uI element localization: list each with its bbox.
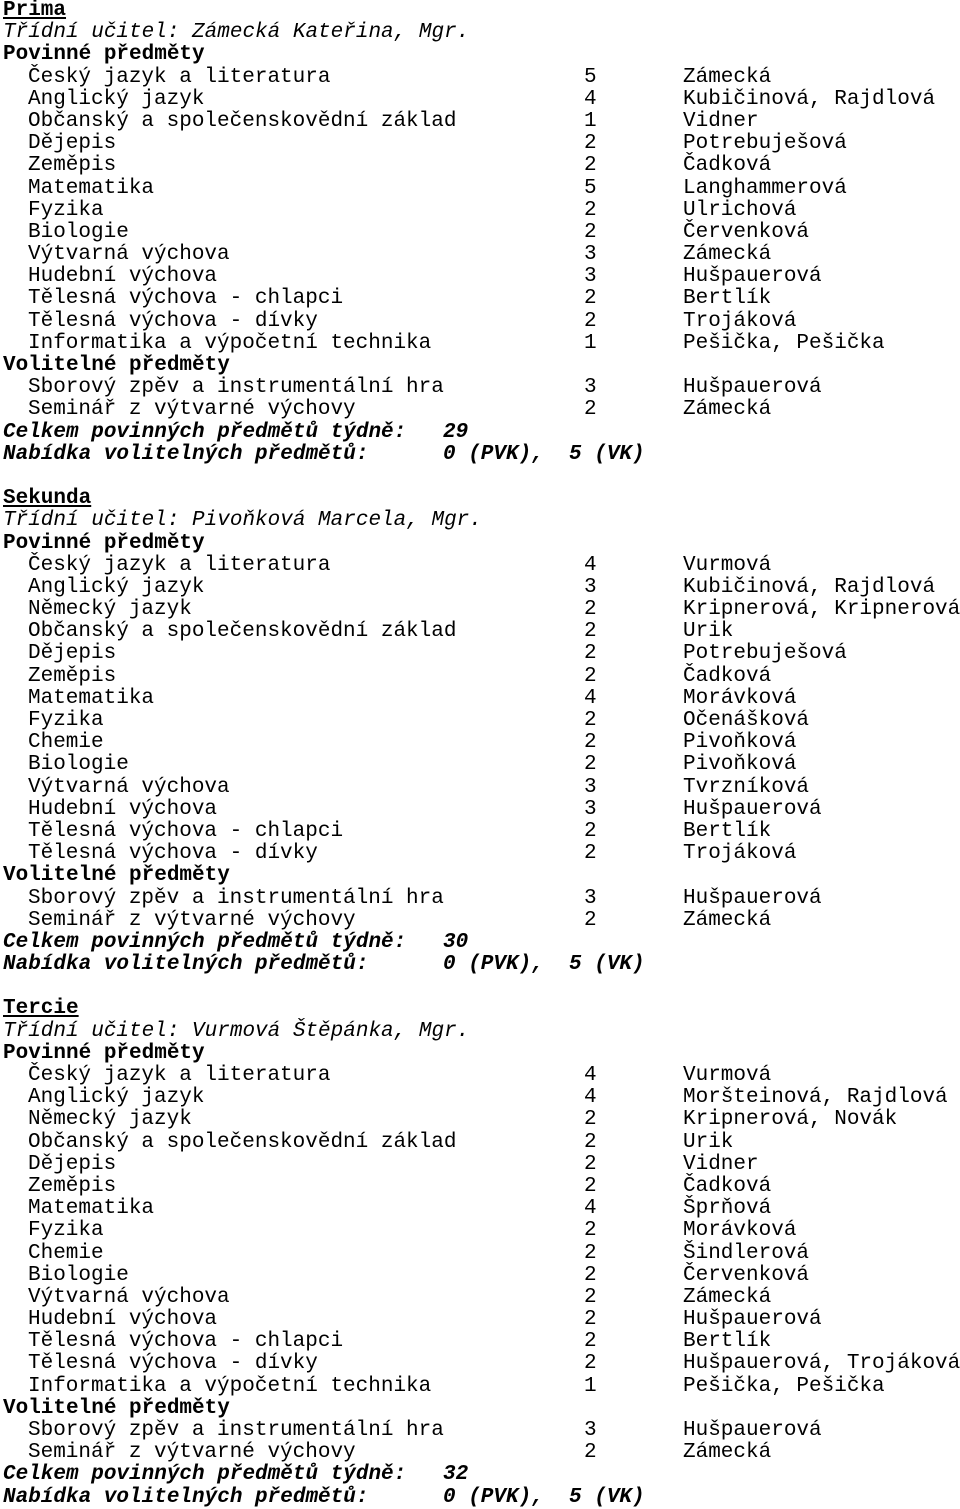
subject-teachers: Očenášková (683, 709, 810, 732)
subject-teachers: Urik (683, 620, 734, 644)
subject-hours: 2 (584, 1219, 597, 1243)
subject-row (3, 599, 960, 621)
subject-name: Tělesná výchova - dívky (28, 309, 318, 333)
subject-row (3, 377, 960, 399)
subject-hours: 2 (584, 1308, 597, 1332)
subject-row (3, 222, 960, 244)
subject-teachers: Bertlík (683, 1330, 772, 1354)
weekly-total-label: Celkem povinných předmětů týdně: (3, 420, 407, 444)
weekly-total (3, 1464, 960, 1486)
subject-hours: 2 (584, 1108, 597, 1132)
subject-hours: 2 (584, 709, 597, 732)
subject-name: Informatika a výpočetní technika (28, 1374, 432, 1398)
subject-hours: 2 (584, 309, 597, 333)
subject-name: Hudební výchova (28, 265, 218, 289)
subject-teachers: Kripnerová, Kripnerová (683, 598, 960, 622)
subject-teachers: Kripnerová, Novák (683, 1108, 898, 1132)
optional-offer (3, 444, 960, 466)
subject-teachers: Morávková (683, 686, 797, 710)
subject-row (3, 1287, 960, 1309)
subject-hours: 2 (584, 1241, 597, 1265)
subject-row (3, 1420, 960, 1442)
subject-row (3, 1309, 960, 1331)
subject-row (3, 399, 960, 421)
subject-row (3, 266, 960, 288)
subject-name: Sborový zpěv a instrumentální hra (28, 376, 444, 400)
subject-row (3, 244, 960, 266)
section-gap (3, 466, 960, 488)
subject-row (3, 1353, 960, 1375)
subject-teachers: Zámecká (683, 1441, 772, 1465)
weekly-total-label: Celkem povinných předmětů týdně: (3, 930, 407, 954)
mandatory-list (3, 67, 960, 355)
subject-name: Výtvarná výchova (28, 243, 230, 267)
optional-list (3, 377, 960, 421)
subject-teachers: Červenková (683, 1263, 810, 1287)
subject-teachers: Vidner (683, 109, 759, 133)
subject-name: Matematika (28, 686, 155, 710)
class-section (3, 0, 960, 466)
subject-teachers: Ulrichová (683, 198, 797, 222)
subject-teachers: Bertlík (683, 819, 772, 843)
subject-teachers: Vurmová (683, 553, 772, 577)
subject-name: Anglický jazyk (28, 1086, 205, 1110)
subject-row (3, 288, 960, 310)
section-title: Tercie (3, 997, 79, 1021)
mandatory-heading: Povinné předměty (3, 531, 205, 555)
subject-name: Chemie (28, 1241, 104, 1265)
optional-offer-label: Nabídka volitelných předmětů: (3, 1485, 369, 1509)
subject-teachers: Potrebuješová (683, 132, 847, 156)
subject-name: Občanský a společenskovědní základ (28, 1130, 457, 1154)
optional-list (3, 888, 960, 932)
subject-teachers: Kubičinová, Rajdlová (683, 575, 936, 599)
subject-hours: 4 (584, 686, 597, 710)
subject-name: Biologie (28, 1263, 129, 1287)
subject-hours: 5 (584, 176, 597, 200)
optional-offer-value: 0 (PVK), 5 (VK) (443, 1485, 645, 1509)
mandatory-heading: Povinné předměty (3, 1041, 205, 1065)
subject-name: Dějepis (28, 642, 117, 666)
subject-name: Výtvarná výchova (28, 775, 230, 799)
subject-row (3, 1154, 960, 1176)
subject-row (3, 1265, 960, 1287)
subject-teachers: Hušpauerová (683, 265, 822, 289)
subject-row (3, 200, 960, 222)
subject-hours: 1 (584, 109, 597, 133)
subject-hours: 2 (584, 819, 597, 843)
weekly-total-value: 29 (443, 420, 469, 444)
subject-name: Matematika (28, 176, 155, 200)
weekly-total (3, 422, 960, 444)
subject-hours: 4 (584, 1197, 597, 1221)
subject-teachers: Kubičinová, Rajdlová (683, 87, 936, 111)
subject-row (3, 1331, 960, 1353)
subject-teachers: Trojáková (683, 842, 797, 866)
subject-hours: 2 (584, 220, 597, 244)
subject-hours: 2 (584, 908, 597, 932)
subject-row (3, 111, 960, 133)
subject-row (3, 155, 960, 177)
class-teacher: Třídní učitel: Pivoňková Marcela, Mgr. (3, 509, 482, 533)
subject-teachers: Zámecká (683, 398, 772, 422)
subject-hours: 1 (584, 1374, 597, 1398)
subject-hours: 3 (584, 575, 597, 599)
subject-hours: 4 (584, 1064, 597, 1087)
subject-hours: 4 (584, 553, 597, 577)
subject-hours: 3 (584, 1419, 597, 1442)
optional-offer-label: Nabídka volitelných předmětů: (3, 953, 369, 977)
subject-teachers: Pešička, Pešička (683, 331, 885, 355)
subject-hours: 2 (584, 198, 597, 222)
subject-teachers: Čadková (683, 664, 772, 688)
subject-teachers: Urik (683, 1130, 734, 1154)
optional-offer-value: 0 (PVK), 5 (VK) (443, 442, 645, 466)
optional-list (3, 1420, 960, 1464)
subject-name: Tělesná výchova - dívky (28, 1352, 318, 1376)
subject-hours: 2 (584, 1330, 597, 1354)
curriculum-document (3, 0, 960, 1509)
subject-teachers: Trojáková (683, 309, 797, 333)
subject-hours: 2 (584, 753, 597, 777)
class-teacher: Třídní učitel: Vurmová Štěpánka, Mgr. (3, 1019, 470, 1043)
subject-teachers: Hušpauerová, Trojáková (683, 1352, 960, 1376)
subject-teachers: Pivoňková (683, 731, 797, 755)
subject-teachers: Zámecká (683, 65, 772, 89)
subject-row (3, 1087, 960, 1109)
subject-name: Český jazyk a literatura (28, 1064, 331, 1087)
section-title: Prima (3, 0, 67, 22)
subject-hours: 4 (584, 1086, 597, 1110)
weekly-total-value: 30 (443, 930, 469, 954)
subject-hours: 2 (584, 598, 597, 622)
subject-name: Zeměpis (28, 1174, 117, 1198)
subject-name: Tělesná výchova - chlapci (28, 819, 344, 843)
subject-teachers: Čadková (683, 1174, 772, 1198)
subject-row (3, 710, 960, 732)
subject-teachers: Tvrzníková (683, 775, 810, 799)
subject-row (3, 799, 960, 821)
subject-teachers: Čadková (683, 154, 772, 178)
subject-hours: 2 (584, 1285, 597, 1309)
subject-hours: 2 (584, 731, 597, 755)
subject-teachers: Hušpauerová (683, 797, 822, 821)
subject-row (3, 1243, 960, 1265)
subject-hours: 3 (584, 376, 597, 400)
subject-hours: 3 (584, 243, 597, 267)
subject-name: Občanský a společenskovědní základ (28, 109, 457, 133)
subject-row (3, 577, 960, 599)
subject-teachers: Morávková (683, 1219, 797, 1243)
subject-row (3, 67, 960, 89)
subject-teachers: Hušpauerová (683, 376, 822, 400)
subject-teachers: Zámecká (683, 908, 772, 932)
subject-hours: 2 (584, 1263, 597, 1287)
subject-name: Fyzika (28, 709, 104, 732)
subject-teachers: Šprňová (683, 1197, 772, 1221)
mandatory-list (3, 1065, 960, 1398)
subject-row (3, 1176, 960, 1198)
subject-name: Seminář z výtvarné výchovy (28, 398, 356, 422)
subject-hours: 3 (584, 797, 597, 821)
subject-name: Tělesná výchova - dívky (28, 842, 318, 866)
subject-name: Anglický jazyk (28, 87, 205, 111)
subject-teachers: Langhammerová (683, 176, 847, 200)
subject-row (3, 133, 960, 155)
weekly-total (3, 932, 960, 954)
subject-teachers: Pešička, Pešička (683, 1374, 885, 1398)
subject-row (3, 777, 960, 799)
subject-name: Tělesná výchova - chlapci (28, 287, 344, 311)
subject-teachers: Zámecká (683, 243, 772, 267)
subject-name: Fyzika (28, 1219, 104, 1243)
subject-teachers: Hušpauerová (683, 1308, 822, 1332)
subject-hours: 2 (584, 620, 597, 644)
subject-row (3, 89, 960, 111)
subject-row (3, 754, 960, 776)
subject-name: Informatika a výpočetní technika (28, 331, 432, 355)
subject-hours: 2 (584, 642, 597, 666)
section-title: Sekunda (3, 487, 92, 511)
subject-name: Seminář z výtvarné výchovy (28, 908, 356, 932)
subject-name: Biologie (28, 753, 129, 777)
subject-name: Chemie (28, 731, 104, 755)
subject-name: Anglický jazyk (28, 575, 205, 599)
subject-name: Sborový zpěv a instrumentální hra (28, 886, 444, 910)
weekly-total-label: Celkem povinných předmětů týdně: (3, 1463, 407, 1487)
class-section (3, 998, 960, 1508)
subject-name: Německý jazyk (28, 598, 192, 622)
subject-name: Dějepis (28, 132, 117, 156)
subject-row (3, 910, 960, 932)
subject-row (3, 311, 960, 333)
subject-name: Český jazyk a literatura (28, 65, 331, 89)
class-section (3, 488, 960, 976)
subject-hours: 2 (584, 842, 597, 866)
subject-hours: 2 (584, 1441, 597, 1465)
subject-row (3, 621, 960, 643)
subject-hours: 2 (584, 398, 597, 422)
subject-hours: 2 (584, 1174, 597, 1198)
subject-hours: 2 (584, 287, 597, 311)
weekly-total-value: 32 (443, 1463, 469, 1487)
subject-teachers: Hušpauerová (683, 886, 822, 910)
subject-row (3, 333, 960, 355)
subject-name: Hudební výchova (28, 1308, 218, 1332)
subject-row (3, 666, 960, 688)
optional-offer-label: Nabídka volitelných předmětů: (3, 442, 369, 466)
section-gap (3, 976, 960, 998)
subject-row (3, 555, 960, 577)
subject-name: Biologie (28, 220, 129, 244)
subject-row (3, 688, 960, 710)
subject-row (3, 1198, 960, 1220)
subject-teachers: Zámecká (683, 1285, 772, 1309)
subject-name: Zeměpis (28, 154, 117, 178)
subject-hours: 2 (584, 1352, 597, 1376)
optional-offer (3, 954, 960, 976)
subject-hours: 2 (584, 1152, 597, 1176)
subject-row (3, 643, 960, 665)
subject-row (3, 1220, 960, 1242)
subject-teachers: Šindlerová (683, 1241, 810, 1265)
subject-name: Výtvarná výchova (28, 1285, 230, 1309)
subject-row (3, 843, 960, 865)
subject-hours: 5 (584, 65, 597, 89)
subject-name: Tělesná výchova - chlapci (28, 1330, 344, 1354)
subject-row (3, 1109, 960, 1131)
subject-hours: 2 (584, 1130, 597, 1154)
optional-heading: Volitelné předměty (3, 354, 230, 377)
subject-teachers: Červenková (683, 220, 810, 244)
class-teacher: Třídní učitel: Zámecká Kateřina, Mgr. (3, 21, 470, 45)
subject-name: Fyzika (28, 198, 104, 222)
subject-row (3, 888, 960, 910)
subject-hours: 2 (584, 132, 597, 156)
optional-heading: Volitelné předměty (3, 1396, 230, 1420)
subject-name: Občanský a společenskovědní základ (28, 620, 457, 644)
subject-teachers: Vidner (683, 1152, 759, 1176)
subject-row (3, 178, 960, 200)
subject-hours: 3 (584, 265, 597, 289)
subject-row (3, 1376, 960, 1398)
subject-hours: 2 (584, 664, 597, 688)
subject-row (3, 821, 960, 843)
subject-teachers: Moršteinová, Rajdlová (683, 1086, 948, 1110)
subject-teachers: Potrebuješová (683, 642, 847, 666)
subject-name: Německý jazyk (28, 1108, 192, 1132)
subject-row (3, 1065, 960, 1087)
subject-hours: 3 (584, 775, 597, 799)
subject-hours: 1 (584, 331, 597, 355)
subject-teachers: Bertlík (683, 287, 772, 311)
mandatory-heading: Povinné předměty (3, 43, 205, 67)
subject-row (3, 1132, 960, 1154)
subject-name: Seminář z výtvarné výchovy (28, 1441, 356, 1465)
subject-name: Zeměpis (28, 664, 117, 688)
subject-teachers: Pivoňková (683, 753, 797, 777)
subject-teachers: Hušpauerová (683, 1419, 822, 1442)
subject-hours: 3 (584, 886, 597, 910)
optional-offer (3, 1487, 960, 1509)
subject-hours: 2 (584, 154, 597, 178)
subject-name: Matematika (28, 1197, 155, 1221)
mandatory-list (3, 555, 960, 866)
subject-row (3, 732, 960, 754)
optional-offer-value: 0 (PVK), 5 (VK) (443, 953, 645, 977)
subject-name: Dějepis (28, 1152, 117, 1176)
subject-name: Český jazyk a literatura (28, 553, 331, 577)
subject-teachers: Vurmová (683, 1064, 772, 1087)
subject-hours: 4 (584, 87, 597, 111)
subject-row (3, 1442, 960, 1464)
subject-name: Sborový zpěv a instrumentální hra (28, 1419, 444, 1442)
optional-heading: Volitelné předměty (3, 864, 230, 888)
subject-name: Hudební výchova (28, 797, 218, 821)
